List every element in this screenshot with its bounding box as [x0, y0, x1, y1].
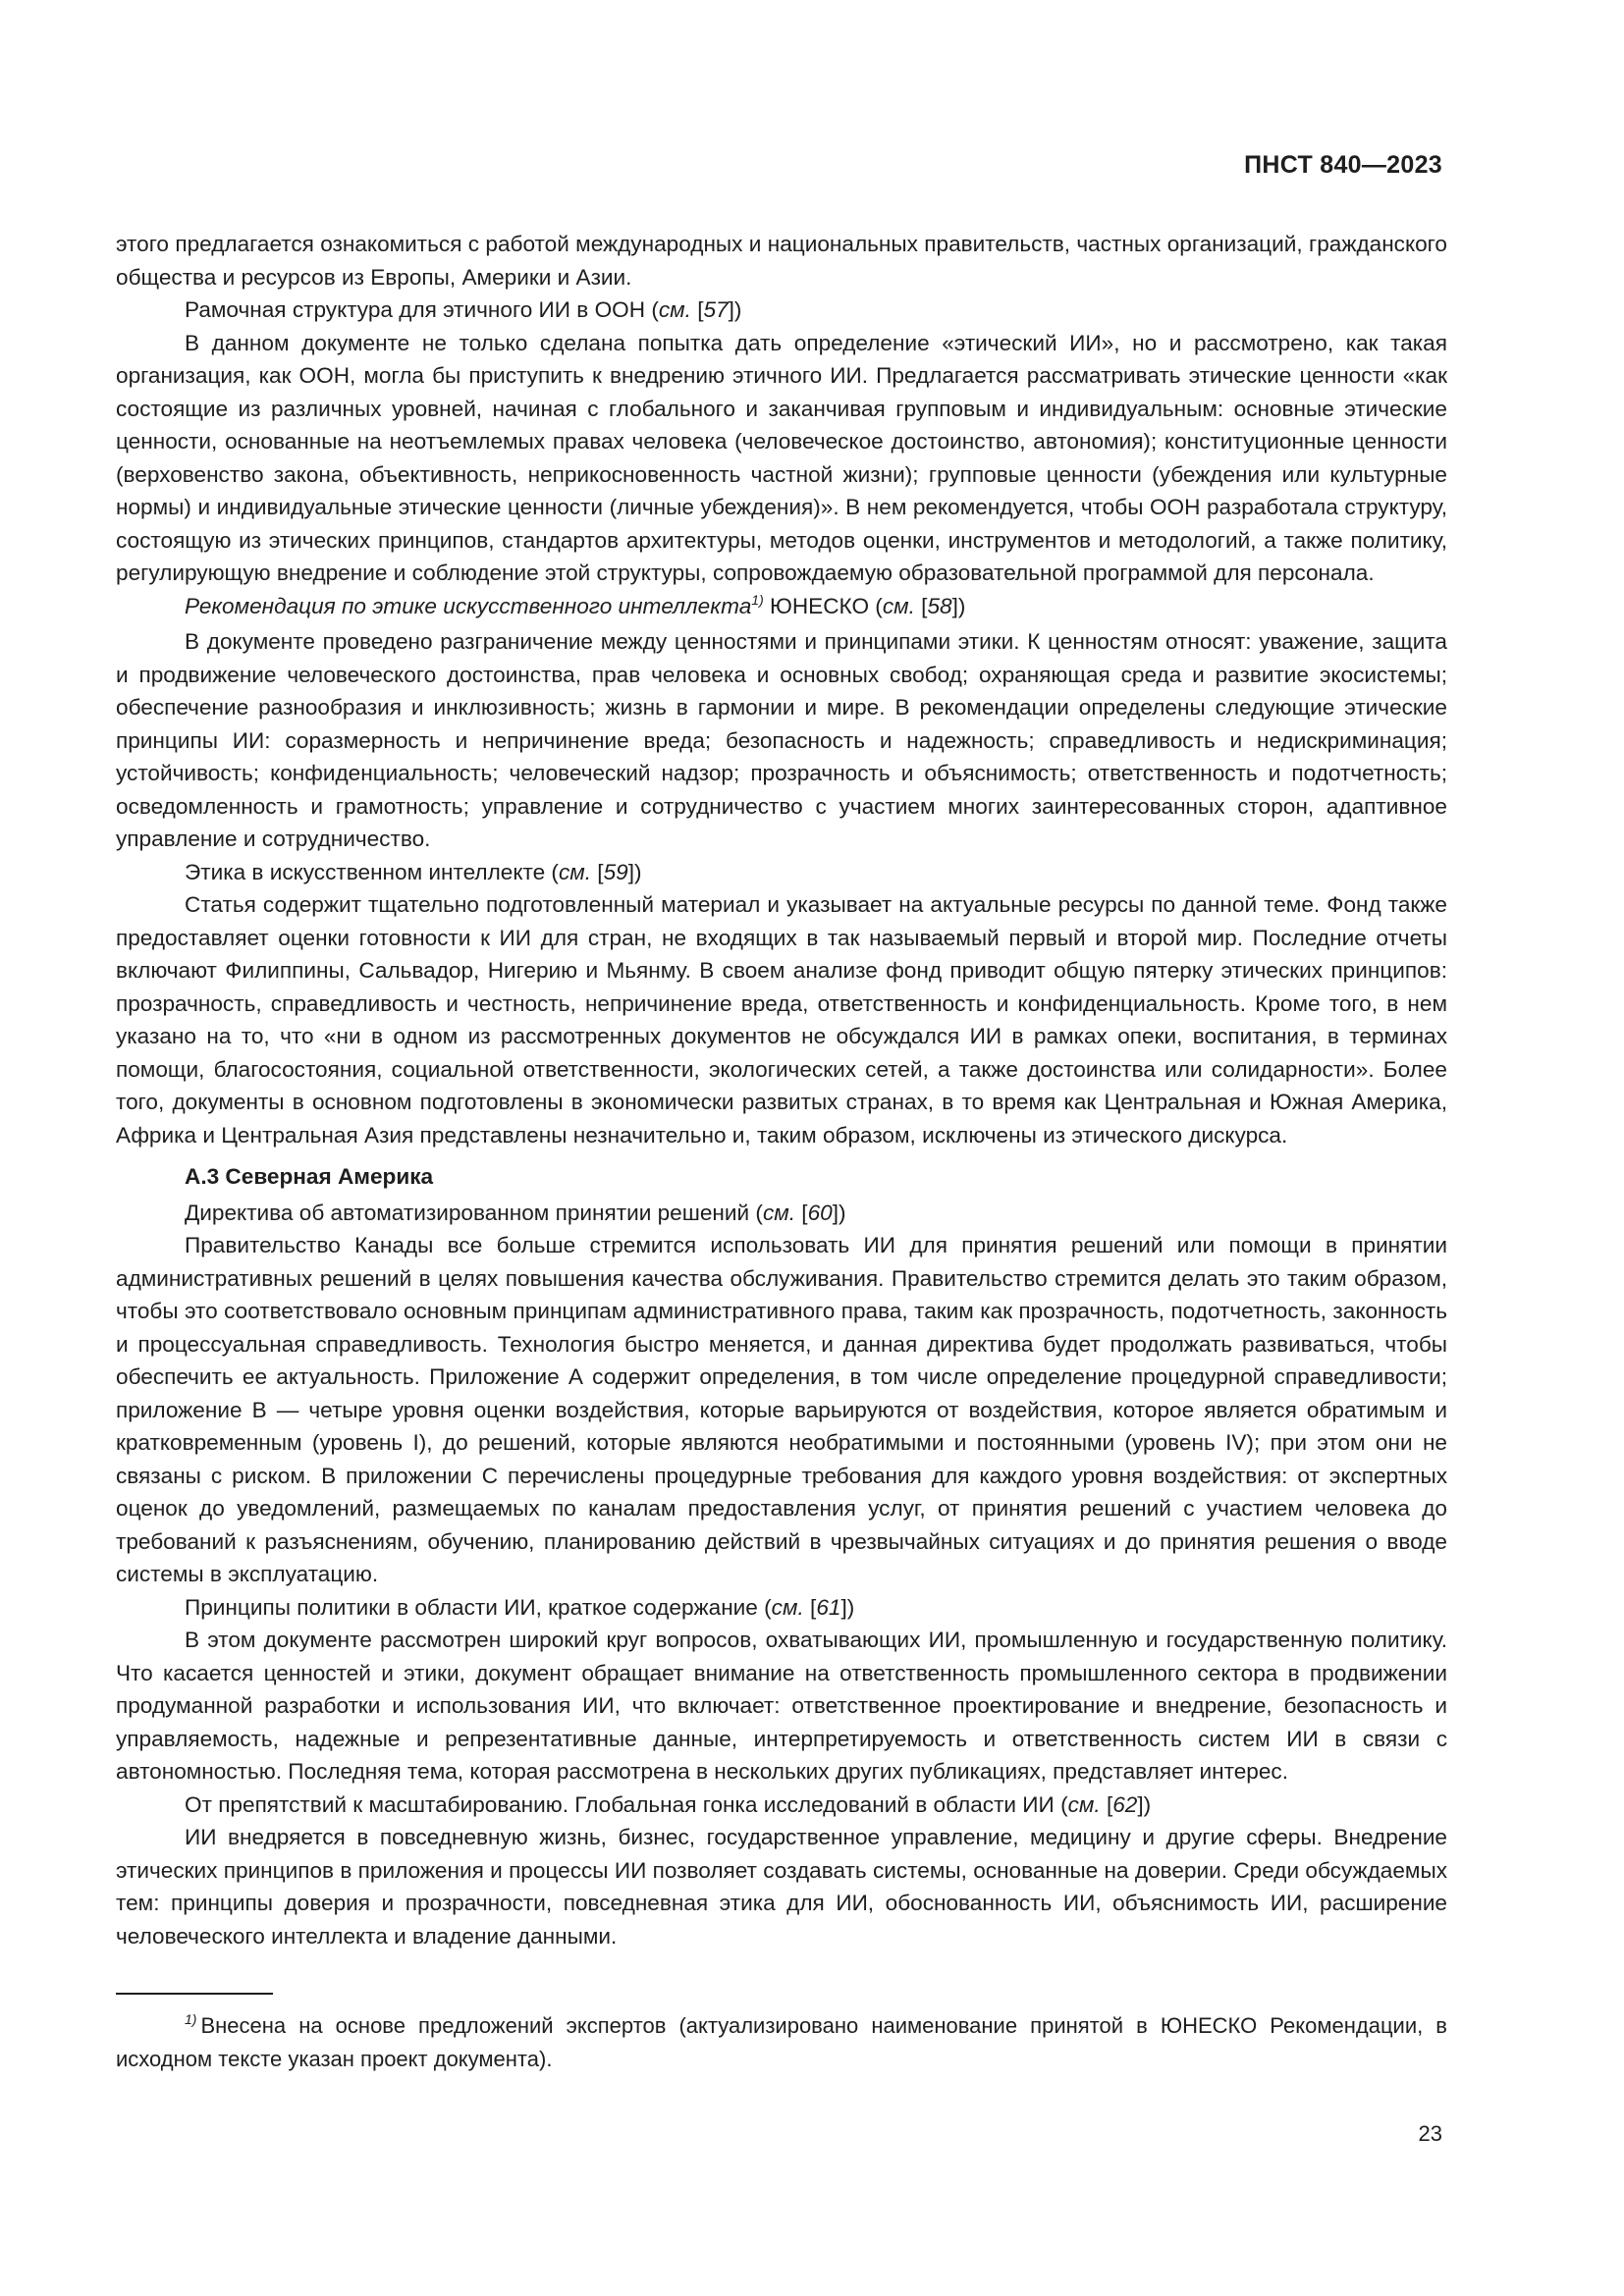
paragraph: В этом документе рассмотрен широкий круг вопросов, охватывающих ИИ, промышленную и государственную политику. Что касается ценностей и этики, документ обращает внимание на ответственность промышленного сектора в продвижении продуманной разработки и использования ИИ, что включает: ответственное проектирование и внедрение, безопасность и управляемость, надежные и репрезентативные данные, интерпретируемость и ответственность систем ИИ в связи с автономностью. Последняя тема, которая рассмотрена в нескольких других публикациях, представляет интерес.	[116, 1628, 1447, 1784]
footnote-reference: 1)	[751, 591, 764, 608]
source-title: Этика в искусственном интеллекте (см. [59])	[185, 859, 642, 884]
reference-link[interactable]: 58	[927, 593, 952, 618]
source-title: Рекомендация по этике искусственного интеллекта$^{1)}$ ЮНЕСКО (см. [58])	[185, 591, 966, 618]
reference-link[interactable]: 60	[807, 1200, 833, 1225]
paragraph: В данном документе не только сделана попытка дать определение «этический ИИ», но и рассмотрено, как такая организация, как ООН, могла бы приступить к внедрению этичного ИИ. Предлагается рассматривать этические ценности «как состоящие из различных уровней, начиная с глобального и заканчивая групповым и индивидуальным: основные этические ценности, основанные на неотъемлемых правах человека (человеческое достоинство, автономия); конституционные ценности (верховенство закона, объективность, неприкосновенность частной жизни); групповые ценности (убеждения или культурные нормы) и индивидуальные этические ценности (личные убеждения)». В нем рекомендуется, чтобы ООН разработала структуру, состоящую из этических принципов, стандартов архитектуры, методов оценки, инструментов и методологий, а также политику, регулирующую внедрение и соблюдение этой структуры, сопровождаемую образовательной программой для персонала.	[116, 330, 1447, 585]
footnote-mark: 1)	[185, 2011, 197, 2027]
source-title: Директива об автоматизированном принятии решений (см. [60])	[185, 1200, 846, 1225]
page-number: 23	[1418, 2121, 1442, 2146]
source-title: Принципы политики в области ИИ, краткое содержание (см. [61])	[185, 1594, 855, 1620]
reference-link[interactable]: 62	[1112, 1791, 1138, 1817]
source-title: От препятствий к масштабированию. Глобальная гонка исследований в области ИИ (см. [62])	[185, 1791, 1152, 1817]
reference-link[interactable]: 59	[603, 859, 628, 884]
footnote	[116, 2010, 1447, 2075]
footnote-divider	[116, 1993, 273, 1995]
document-designation: ПНСТ 840—2023	[1244, 151, 1442, 179]
section-heading: А.3 Северная Америка	[185, 1164, 434, 1189]
paragraph: ИИ внедряется в повседневную жизнь, бизнес, государственное управление, медицину и другие сферы. Внедрение этических принципов в приложения и процессы ИИ позволяет создавать системы, основанные на доверии. Среди обсуждаемых тем: принципы доверия и прозрачности, повседневная этика для ИИ, обоснованность ИИ, объяснимость ИИ, расширение человеческого интеллекта и владение данными.	[116, 1825, 1447, 1949]
source-title: Рамочная структура для этичного ИИ в ООН (см. [57])	[185, 297, 742, 322]
paragraph: этого предлагается ознакомиться с работой международных и национальных правительств, частных организаций, гражданского общества и ресурсов из Европы, Америки и Азии.	[116, 232, 1447, 290]
paragraph: Статья содержит тщательно подготовленный материал и указывает на актуальные ресурсы по данной теме. Фонд также предоставляет оценки готовности к ИИ для стран, не входящих в так называемый первый и второй мир. Последние отчеты включают Филиппины, Сальвадор, Нигерию и Мьянму. В своем анализе фонд приводит общую пятерку этических принципов: прозрачность, справедливость и честность, непричинение вреда, ответственность и конфиденциальность. Кроме того, в нем указано на то, что «ни в одном из рассмотренных документов не обсуждался ИИ в рамках опеки, воспитания, в терминах помощи, благосостояния, социальной ответственности, экологических сетей, а также достоинства или солидарности». Более того, документы в основном подготовлены в экономически развитых странах, в то время как Центральная и Южная Америка, Африка и Центральная Азия представлены незначительно и, таким образом, исключены из этического дискурса.	[116, 892, 1447, 1148]
paragraph: В документе проведено разграничение между ценностями и принципами этики. К ценностям относят: уважение, защита и продвижение человеческого достоинства, прав человека и основных свобод; охраняющая среда и развитие экосистемы; обеспечение разнообразия и инклюзивность; жизнь в гармонии и мире. В рекомендации определены следующие этические принципы ИИ: соразмерность и непричинение вреда; безопасность и надежность; справедливость и недискриминация; устойчивость; конфиденциальность; человеческий надзор; прозрачность и объяснимость; ответственность и подотчетность; осведомленность и грамотность; управление и сотрудничество с участием многих заинтересованных сторон, адаптивное управление и сотрудничество.	[116, 629, 1447, 851]
footnote-text: Внесена на основе предложений экспертов (актуализировано наименование принятой в ЮНЕСКО Рекомендации, в исходном тексте указан проект документа).	[116, 2013, 1447, 2071]
reference-link[interactable]: 57	[703, 297, 729, 322]
page-body	[116, 228, 1447, 1952]
paragraph: Правительство Канады все больше стремится использовать ИИ для принятия решений или помощи в принятии административных решений в целях повышения качества обслуживания. Правительство стремится делать это таким образом, чтобы это соответствовало основным принципам административного права, таким как прозрачность, подотчетность, законность и процессуальная справедливость. Технология быстро меняется, и данная директива будет продолжать развиваться, чтобы обеспечить ее актуальность. Приложение А содержит определения, в том числе определение процедурной справедливости; приложение В — четыре уровня оценки воздействия, которые варьируются от воздействия, которое является обратимым и кратковременным (уровень I), до решений, которые являются необратимыми и постоянными (уровень IV); при этом они не связаны с риском. В приложении С перечислены процедурные требования для каждого уровня воздействия: от экспертных оценок до уведомлений, размещаемых по каналам предоставления услуг, от принятия решений с участием человека до требований к разъяснениям, обучению, планированию действий в чрезвычайных ситуациях и до принятия решения о вводе системы в эксплуатацию.	[116, 1233, 1447, 1586]
reference-link[interactable]: 61	[816, 1594, 841, 1620]
